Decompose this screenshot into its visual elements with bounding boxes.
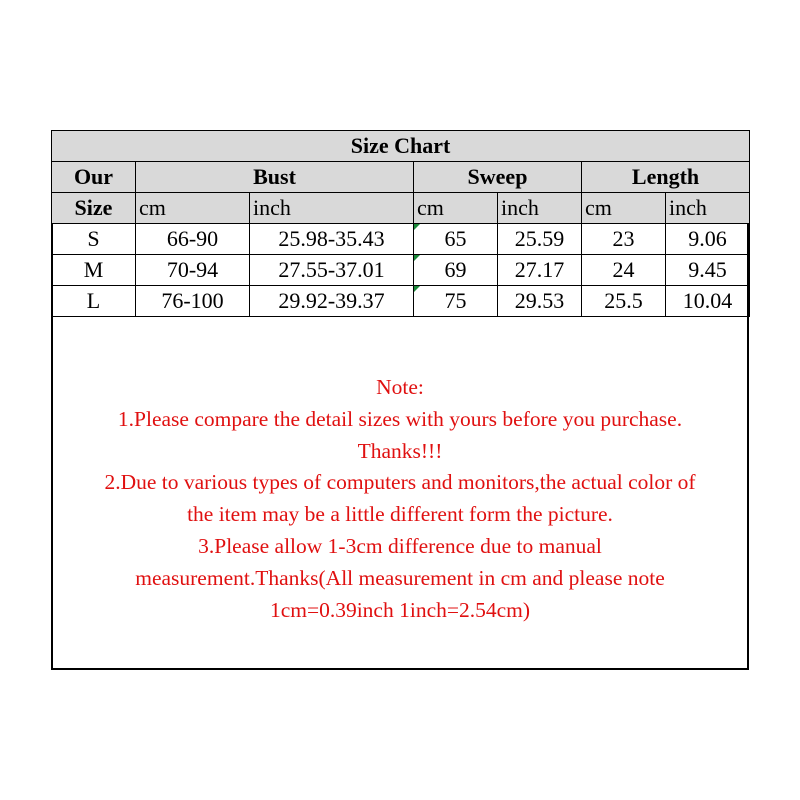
size-chart-table — [51, 130, 750, 317]
size-cell: S — [52, 224, 136, 255]
size-cell: L — [52, 286, 136, 317]
size-cell: M — [52, 255, 136, 286]
table-row — [52, 255, 750, 286]
value-cell: 9.06 — [666, 224, 750, 255]
value-cell: 65 — [414, 224, 498, 255]
value-cell: 25.98-35.43 — [250, 224, 414, 255]
notes-block — [53, 372, 747, 626]
table-row — [52, 224, 750, 255]
value-cell: 9.45 — [666, 255, 750, 286]
note-line: Note: — [376, 375, 424, 399]
note-line: 1cm=0.39inch 1inch=2.54cm) — [269, 597, 531, 622]
length-header: Length — [582, 162, 750, 193]
value-cell: 27.55-37.01 — [250, 255, 414, 286]
value-cell: 27.17 — [498, 255, 582, 286]
unit-inch-length: inch — [666, 193, 750, 224]
table-row — [52, 286, 750, 317]
chart-title: Size Chart — [52, 131, 750, 162]
size-header-top: Our — [52, 162, 136, 193]
value-cell: 24 — [582, 255, 666, 286]
value-cell: 10.04 — [666, 286, 750, 317]
note-line: 2.Due to various types of computers and monitors,the actual color of — [104, 470, 696, 495]
value-cell: 70-94 — [136, 255, 250, 286]
note-line: 1.Please compare the detail sizes with yours before you purchase. — [117, 406, 683, 431]
value-cell: 76-100 — [136, 286, 250, 317]
note-line: Thanks!!! — [357, 438, 443, 463]
value-cell: 69 — [414, 255, 498, 286]
unit-cm-length: cm — [582, 193, 666, 224]
value-cell: 75 — [414, 286, 498, 317]
value-cell: 23 — [582, 224, 666, 255]
value-cell: 25.5 — [582, 286, 666, 317]
sweep-header: Sweep — [414, 162, 582, 193]
bust-header: Bust — [136, 162, 414, 193]
size-chart-sheet — [51, 130, 749, 670]
unit-inch-sweep: inch — [498, 193, 582, 224]
value-cell: 25.59 — [498, 224, 582, 255]
unit-cm-bust: cm — [136, 193, 250, 224]
note-line: 3.Please allow 1-3cm difference due to manual — [198, 533, 602, 558]
note-line: measurement.Thanks(All measurement in cm and please note — [135, 565, 665, 590]
size-header-bottom: Size — [52, 193, 136, 224]
value-cell: 66-90 — [136, 224, 250, 255]
value-cell: 29.53 — [498, 286, 582, 317]
unit-cm-sweep: cm — [414, 193, 498, 224]
note-line: the item may be a little different form the picture. — [187, 502, 613, 527]
unit-inch-bust: inch — [250, 193, 414, 224]
value-cell: 29.92-39.37 — [250, 286, 414, 317]
